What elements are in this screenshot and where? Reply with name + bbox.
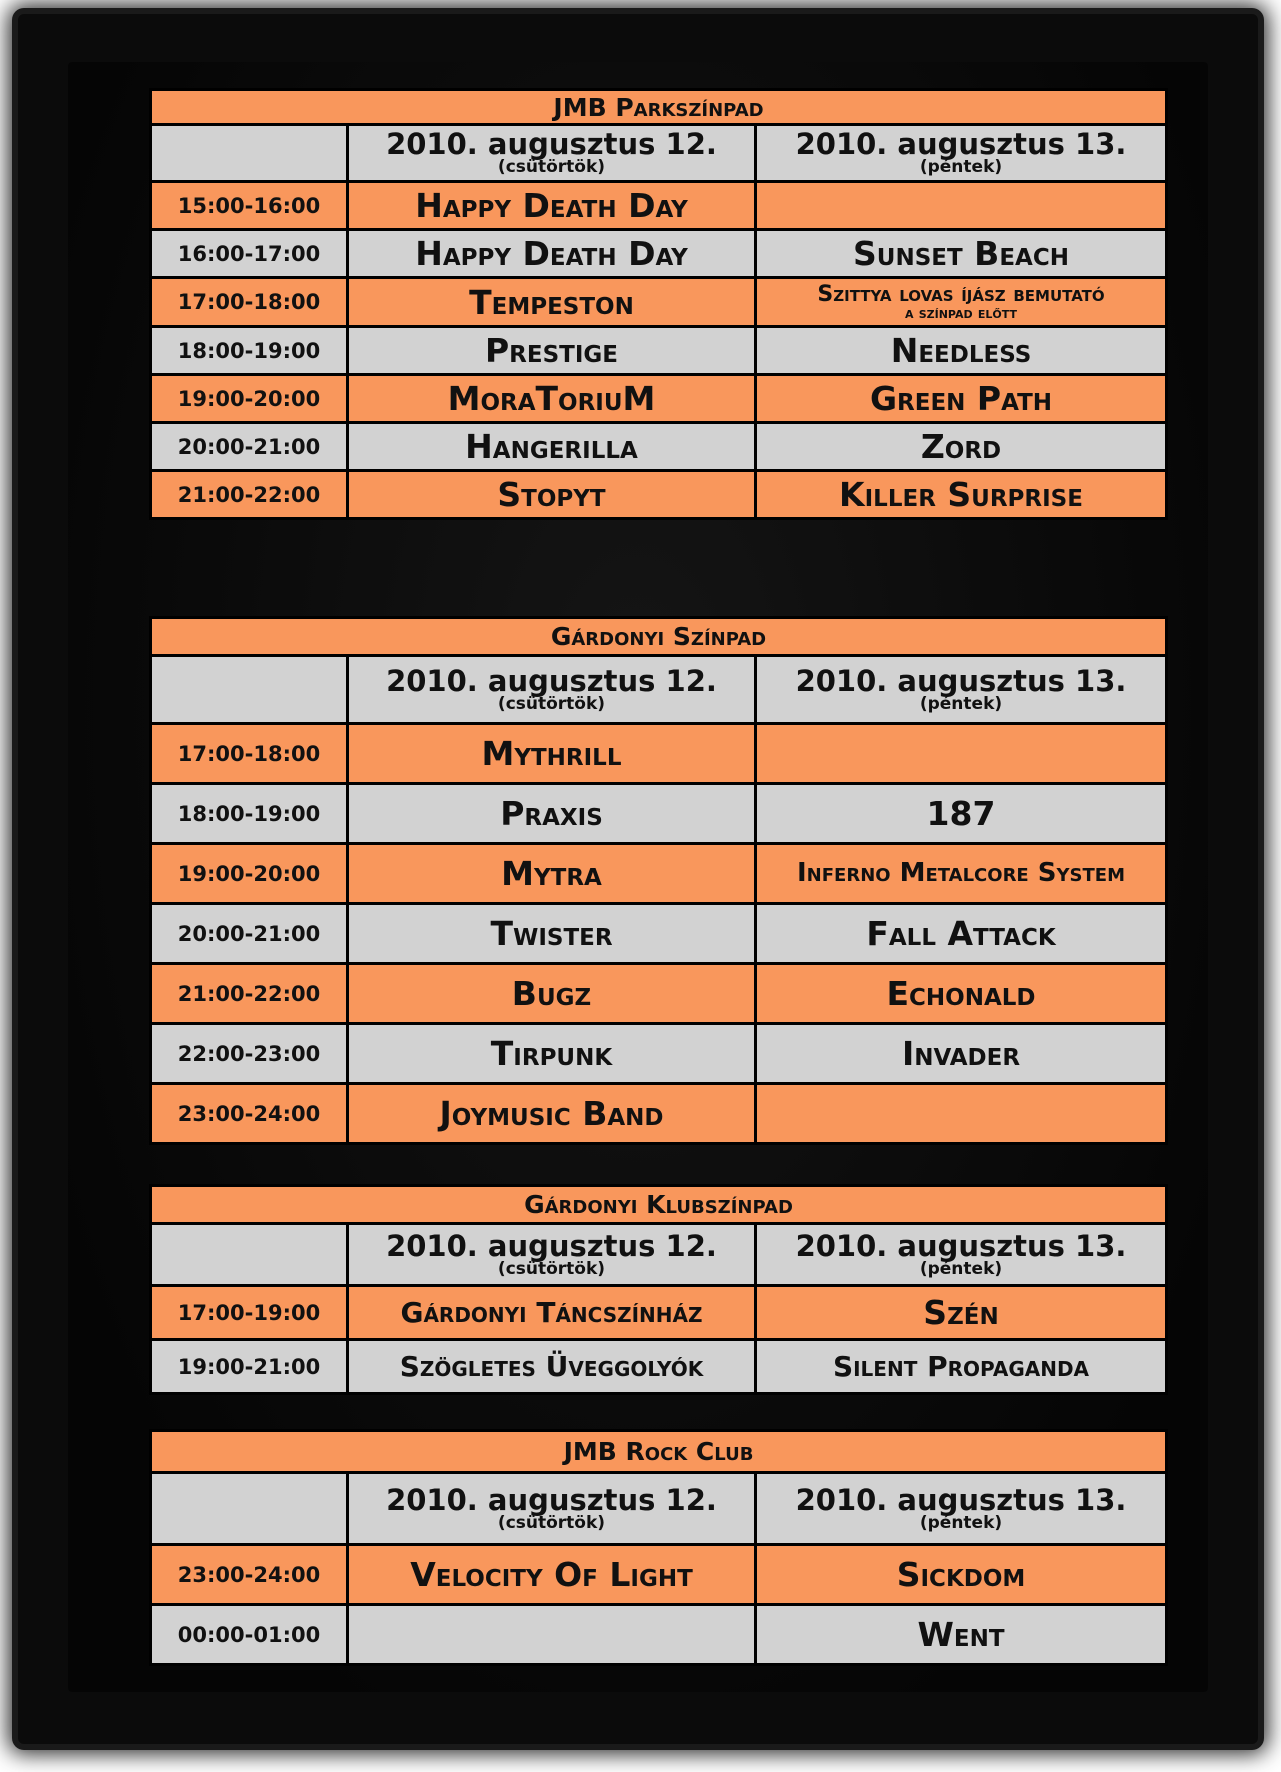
table-row: [151, 1024, 1167, 1084]
act-cell: Joymusic Band: [348, 1084, 756, 1144]
time-cell: 18:00-19:00: [151, 784, 348, 844]
act-cell: Bugz: [348, 964, 756, 1024]
act-cell: [756, 182, 1167, 230]
act-cell: [756, 724, 1167, 784]
act-cell: Went: [756, 1605, 1167, 1665]
act-cell: Stopyt: [348, 471, 756, 519]
time-cell: 15:00-16:00: [151, 182, 348, 230]
header-empty-cell: [151, 1224, 348, 1286]
table-row: [151, 1545, 1167, 1605]
table-row: [151, 904, 1167, 964]
act-cell-with-note: [756, 278, 1167, 327]
act-note: a színpad előtt: [905, 303, 1017, 322]
time-cell: 18:00-19:00: [151, 327, 348, 375]
act-name: Szittya lovas íjász bemutató: [817, 281, 1105, 307]
table-row: [151, 844, 1167, 904]
header-empty-cell: [151, 656, 348, 724]
act-cell: Mythrill: [348, 724, 756, 784]
schedule-table-jmb-parkszinpad: [149, 88, 1168, 520]
header-empty-cell: [151, 1473, 348, 1545]
time-cell: 00:00-01:00: [151, 1605, 348, 1665]
act-cell: Praxis: [348, 784, 756, 844]
date-header-day2: 2010. augusztus 13. (péntek): [756, 1473, 1167, 1545]
act-cell: Echonald: [756, 964, 1167, 1024]
stage-title: JMB Parkszínpad: [151, 90, 1167, 125]
act-cell: Green Path: [756, 375, 1167, 423]
date-header-day1: 2010. augusztus 12. (csütörtök): [348, 1224, 756, 1286]
time-cell: 20:00-21:00: [151, 423, 348, 471]
stage-title: Gárdonyi Színpad: [151, 618, 1167, 656]
time-cell: 17:00-18:00: [151, 724, 348, 784]
act-cell: Gárdonyi Táncszínház: [348, 1286, 756, 1340]
act-cell: Needless: [756, 327, 1167, 375]
time-cell: 20:00-21:00: [151, 904, 348, 964]
time-cell: 19:00-21:00: [151, 1340, 348, 1394]
time-cell: 19:00-20:00: [151, 375, 348, 423]
table-row: [151, 327, 1167, 375]
date-header-day1: 2010. augusztus 12. (csütörtök): [348, 656, 756, 724]
act-cell: Szén: [756, 1286, 1167, 1340]
act-cell: Mytra: [348, 844, 756, 904]
date-header-day2: 2010. augusztus 13. (péntek): [756, 656, 1167, 724]
act-cell: Invader: [756, 1024, 1167, 1084]
table-row: [151, 423, 1167, 471]
act-cell: Hangerilla: [348, 423, 756, 471]
act-cell: Killer Surprise: [756, 471, 1167, 519]
schedule-table-jmb-rock-club: [149, 1429, 1168, 1666]
table-row: [151, 230, 1167, 278]
schedule-table-gardonyi-klubszinpad: [149, 1184, 1168, 1395]
table-row: [151, 1605, 1167, 1665]
act-cell: Sickdom: [756, 1545, 1167, 1605]
act-cell: MoraToriuM: [348, 375, 756, 423]
time-cell: 19:00-20:00: [151, 844, 348, 904]
time-cell: 16:00-17:00: [151, 230, 348, 278]
header-empty-cell: [151, 125, 348, 182]
act-cell: Velocity Of Light: [348, 1545, 756, 1605]
act-cell: Inferno Metalcore System: [756, 844, 1167, 904]
table-row: [151, 1084, 1167, 1144]
table-row: [151, 784, 1167, 844]
act-cell: Zord: [756, 423, 1167, 471]
act-cell: Szögletes Üveggolyók: [348, 1340, 756, 1394]
act-cell: Tirpunk: [348, 1024, 756, 1084]
date-header-day1: 2010. augusztus 12. (csütörtök): [348, 125, 756, 182]
stage-title: JMB Rock Club: [151, 1431, 1167, 1473]
date-header-day2: 2010. augusztus 13. (péntek): [756, 125, 1167, 182]
table-row: [151, 724, 1167, 784]
act-cell: [756, 1084, 1167, 1144]
act-cell: Happy Death Day: [348, 182, 756, 230]
table-row: [151, 1286, 1167, 1340]
table-row: [151, 964, 1167, 1024]
act-cell: 187: [756, 784, 1167, 844]
act-cell: Prestige: [348, 327, 756, 375]
date-header-day2: 2010. augusztus 13. (péntek): [756, 1224, 1167, 1286]
time-cell: 17:00-18:00: [151, 278, 348, 327]
act-cell: Fall Attack: [756, 904, 1167, 964]
table-row: [151, 471, 1167, 519]
act-cell: Sunset Beach: [756, 230, 1167, 278]
time-cell: 21:00-22:00: [151, 471, 348, 519]
table-row: [151, 278, 1167, 327]
table-row: [151, 182, 1167, 230]
stage-title: Gárdonyi Klubszínpad: [151, 1186, 1167, 1224]
act-cell: [348, 1605, 756, 1665]
act-cell: Tempeston: [348, 278, 756, 327]
act-cell: Silent Propaganda: [756, 1340, 1167, 1394]
table-row: [151, 375, 1167, 423]
time-cell: 22:00-23:00: [151, 1024, 348, 1084]
time-cell: 23:00-24:00: [151, 1545, 348, 1605]
time-cell: 17:00-19:00: [151, 1286, 348, 1340]
act-cell: Twister: [348, 904, 756, 964]
schedule-table-gardonyi-szinpad: [149, 616, 1168, 1145]
date-header-day1: 2010. augusztus 12. (csütörtök): [348, 1473, 756, 1545]
time-cell: 21:00-22:00: [151, 964, 348, 1024]
table-row: [151, 1340, 1167, 1394]
time-cell: 23:00-24:00: [151, 1084, 348, 1144]
act-cell: Happy Death Day: [348, 230, 756, 278]
